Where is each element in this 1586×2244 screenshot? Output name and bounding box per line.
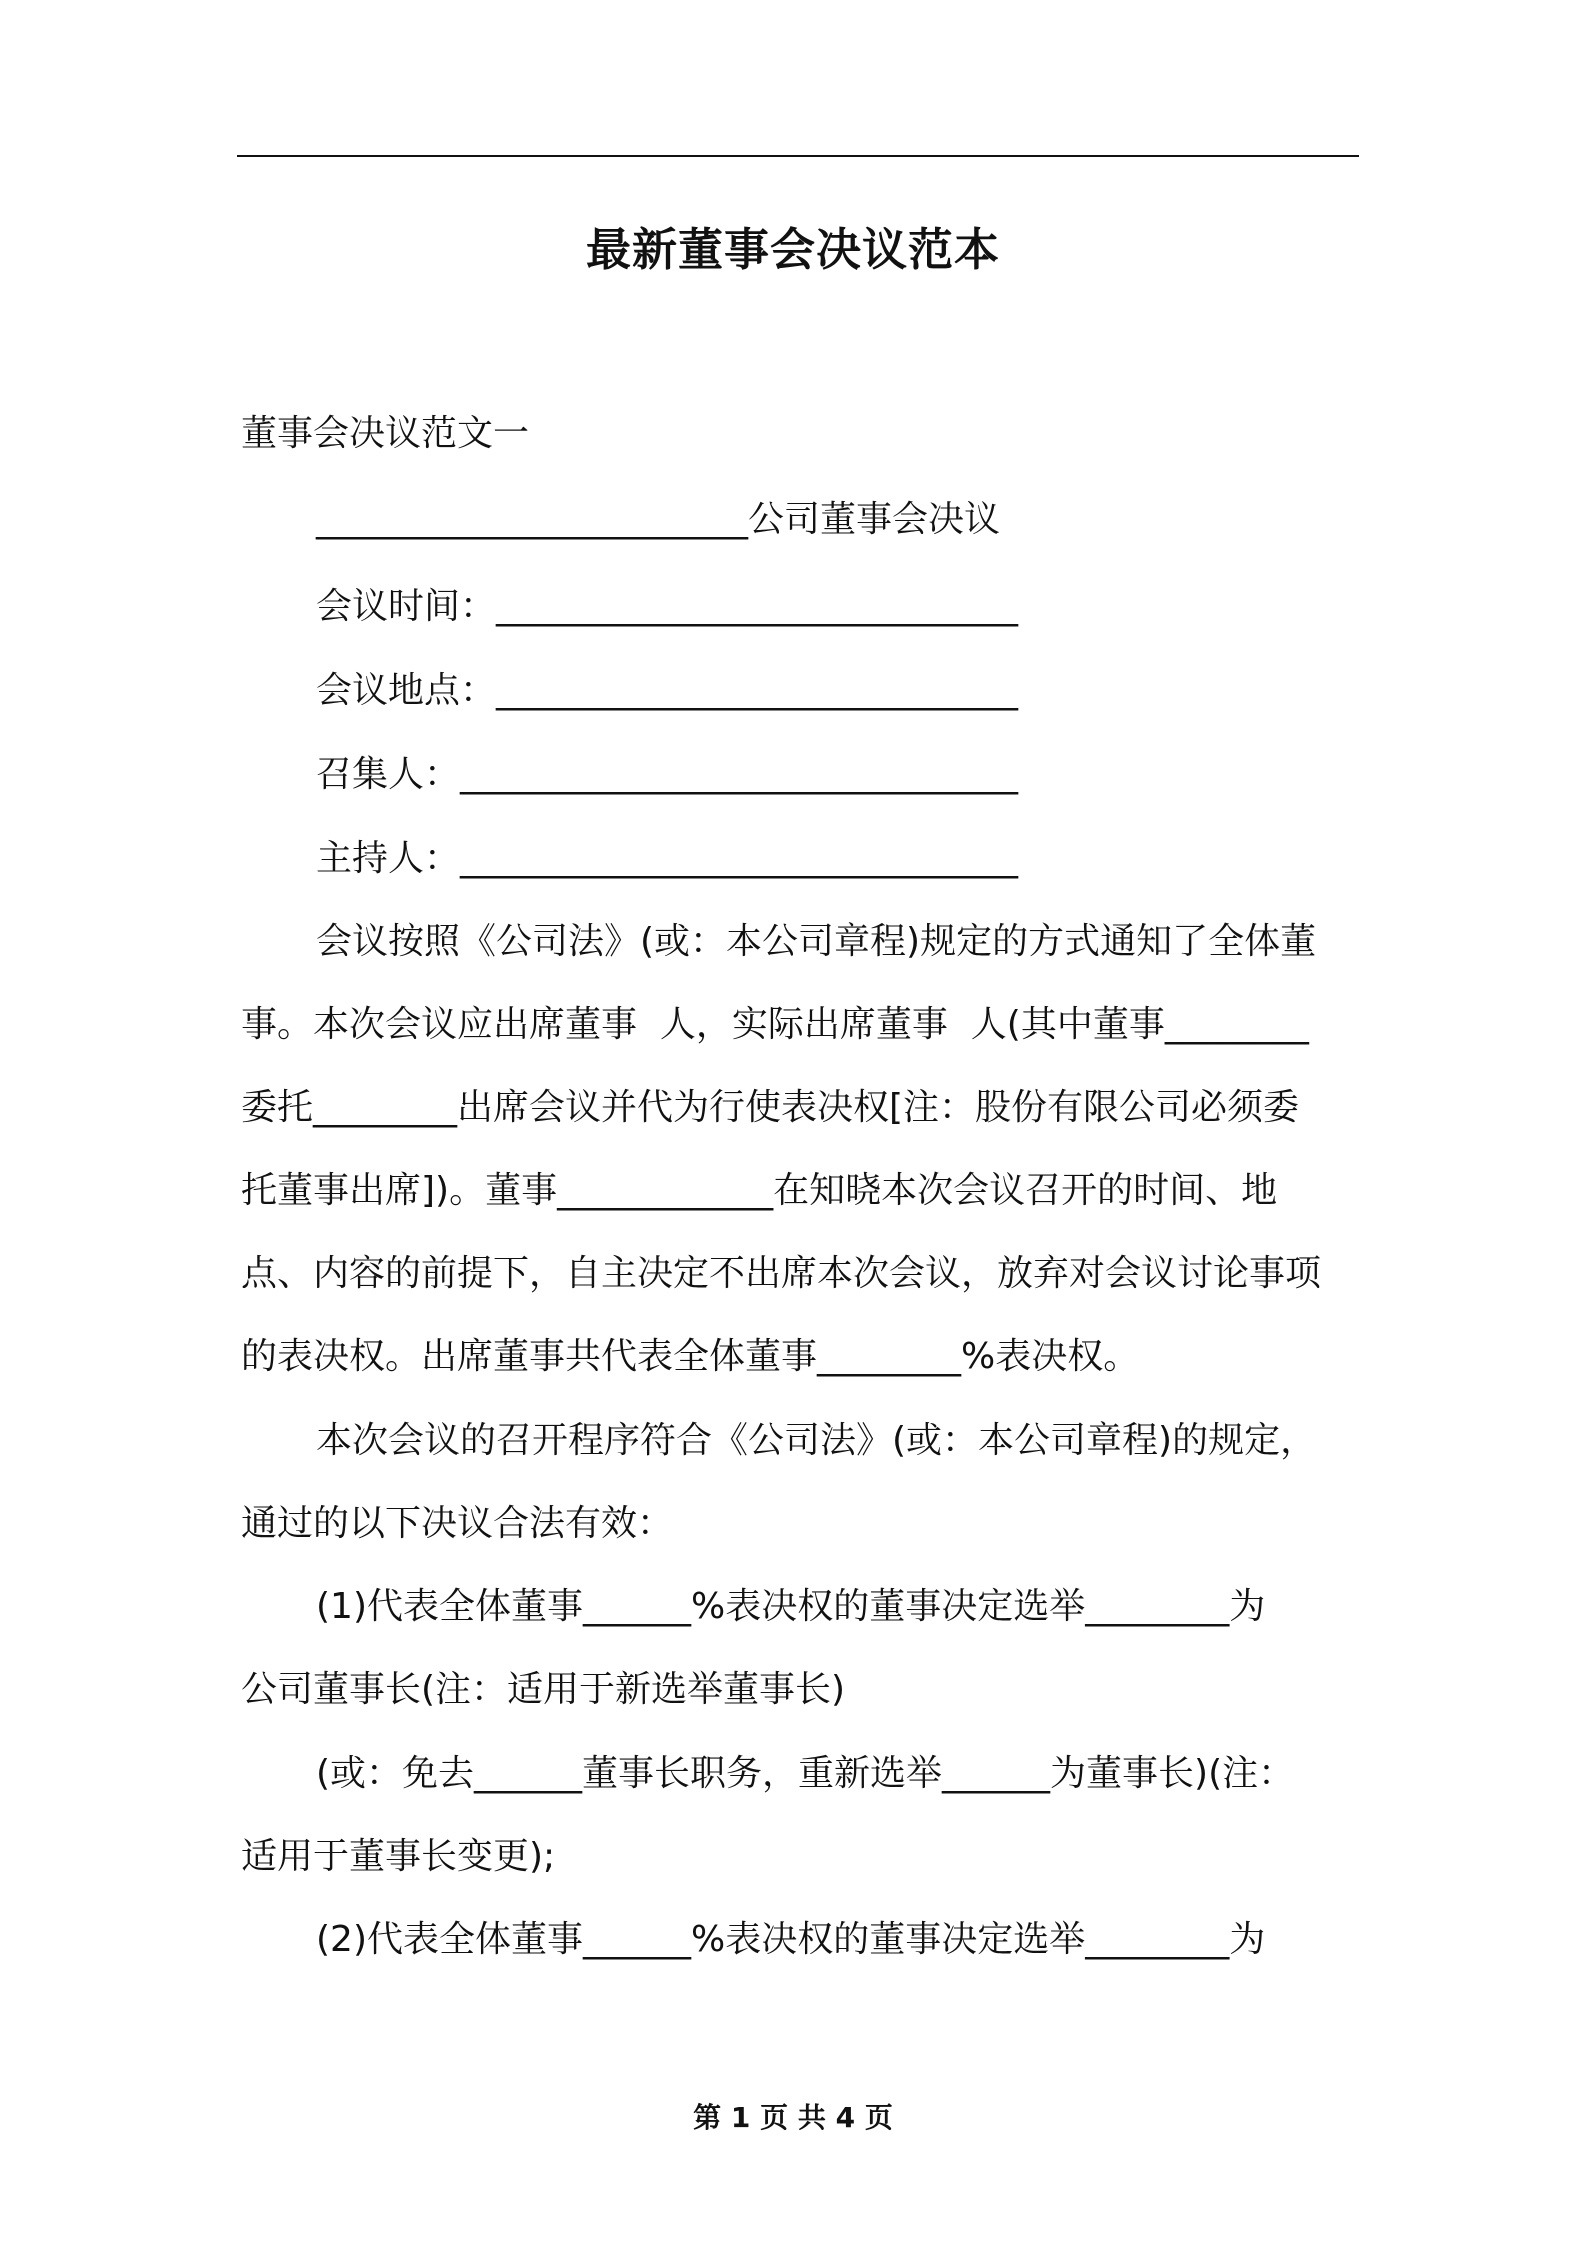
paragraph1-line: 委托________出席会议并代为行使表决权[注：股份有限公司必须委 — [241, 1087, 1300, 1128]
resolution-item-1-alt: 适用于董事长变更); — [241, 1836, 556, 1877]
paragraph2-line: 通过的以下决议合法有效： — [241, 1503, 674, 1544]
paragraph1-line: 托董事出席])。董事____________在知晓本次会议召开的时间、地 — [241, 1170, 1278, 1211]
section-heading: 董事会决议范文一 — [241, 413, 530, 454]
paragraph1-line: 点、内容的前提下，自主决定不出席本次会议，放弃对会议讨论事项 — [241, 1253, 1322, 1294]
paragraph1-line: 会议按照《公司法》(或：本公司章程)规定的方式通知了全体董 — [316, 921, 1317, 962]
resolution-item-1: 公司董事长(注：适用于新选举董事长) — [241, 1669, 846, 1710]
paragraph2-line: 本次会议的召开程序符合《公司法》(或：本公司章程)的规定， — [316, 1420, 1317, 1461]
header-rule — [237, 155, 1359, 157]
company-resolution-line: ________________________公司董事会决议 — [316, 499, 1001, 540]
document-title: 最新董事会决议范本 — [585, 223, 1000, 276]
host-field: 主持人：_______________________________ — [316, 838, 1019, 879]
meeting-place-field: 会议地点：_____________________________ — [316, 670, 1019, 711]
paragraph1-line: 事。本次会议应出席董事 人，实际出席董事 人(其中董事________ — [241, 1004, 1309, 1045]
resolution-item-1: (1)代表全体董事______%表决权的董事决定选举________为 — [316, 1586, 1266, 1627]
meeting-time-field: 会议时间：_____________________________ — [316, 586, 1019, 627]
resolution-item-1-alt: (或：免去______董事长职务，重新选举______为董事长)(注： — [316, 1753, 1295, 1794]
resolution-item-2: (2)代表全体董事______%表决权的董事决定选举________为 — [316, 1919, 1266, 1960]
convener-field: 召集人：_______________________________ — [316, 754, 1019, 795]
page-number: 第 1 页 共 4 页 — [693, 2101, 893, 2134]
paragraph1-line: 的表决权。出席董事共代表全体董事________%表决权。 — [241, 1336, 1140, 1377]
